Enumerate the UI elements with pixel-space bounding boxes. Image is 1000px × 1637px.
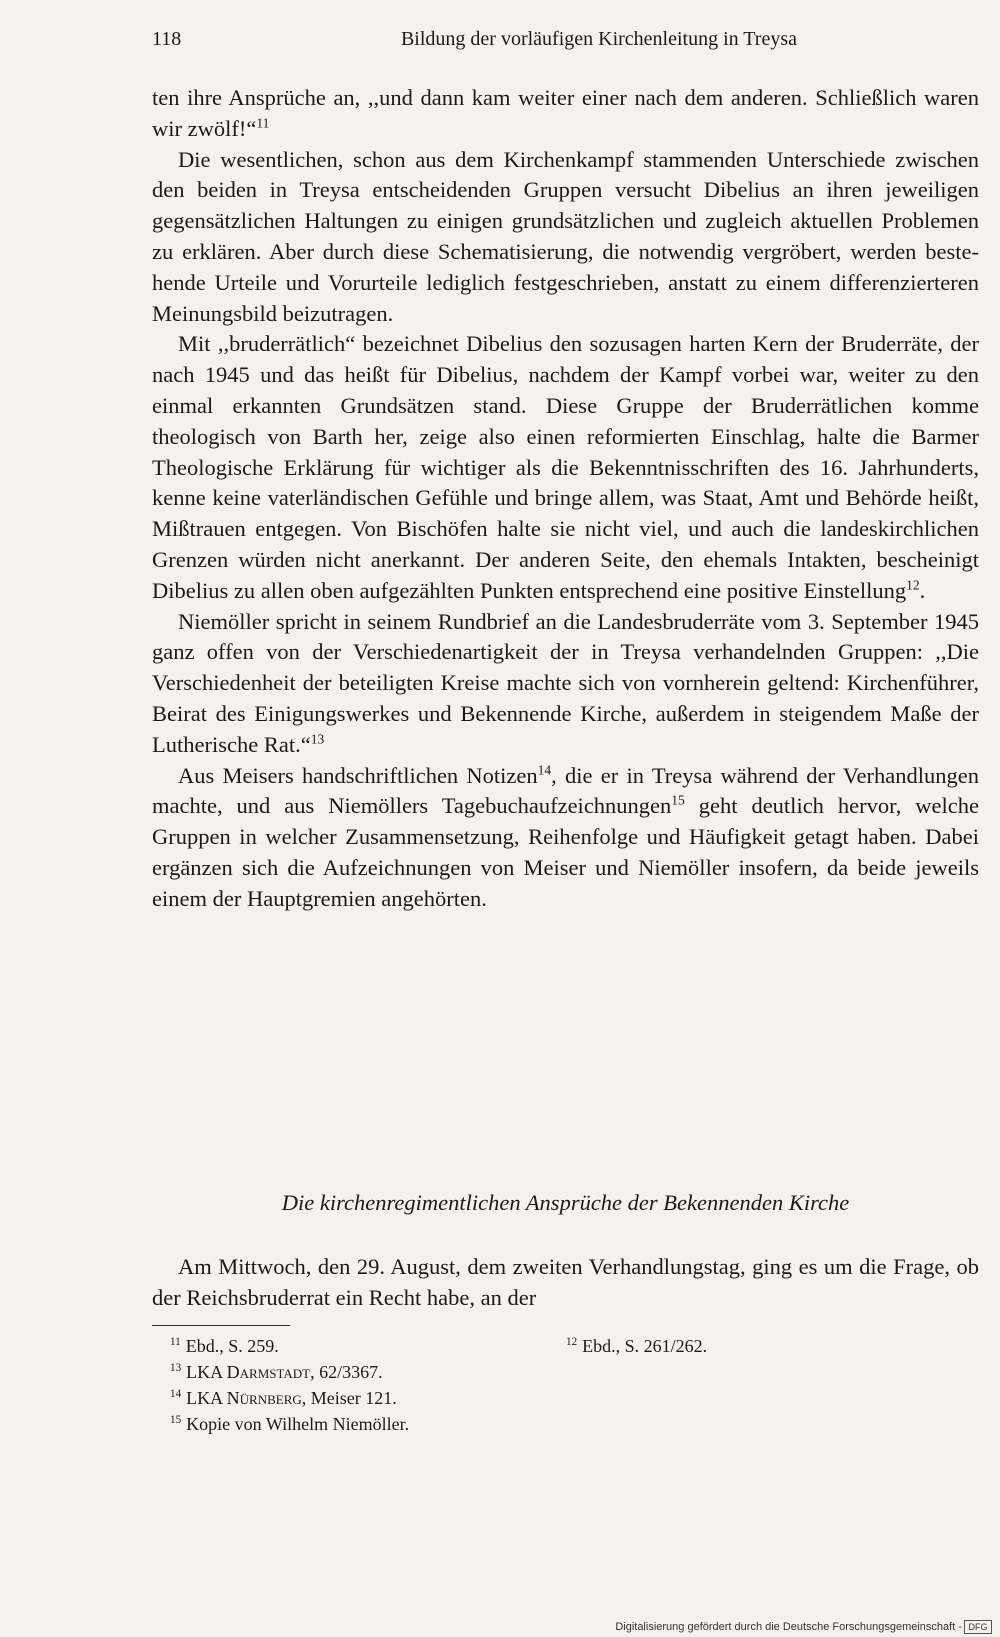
section-text <box>152 1252 979 1314</box>
page-number: 118 <box>152 28 182 50</box>
footnote-ref-14[interactable]: 14 <box>537 762 552 778</box>
section-paragraph-1: Am Mittwoch, den 29. August, dem zweiten Verhandlungstag, ging es um die Frage, ob der Reichsbruderrat ein Recht habe, an der <box>152 1254 979 1310</box>
footnote-ref-12[interactable]: 12 <box>906 577 920 593</box>
footnote-ref-15[interactable]: 15 <box>671 792 685 808</box>
footnote-12: $^{12}$ Ebd., S. 261/262. <box>566 1336 708 1356</box>
digitization-credit: Digitalisierung gefördert durch die Deutsche Forschungsgemeinschaft - <box>615 1621 962 1633</box>
paragraph-5: Aus Meisers handschriftlichen Notizen$^{14}$, die er in Treysa während der Verhandlungen machte, und aus Niemöllers Tagebuchaufzeichnungen$^{15}$ geht deutlich hervor, welche Gruppen in welcher Zusammensetzung, Reihenfolge und Häufigkeit getagt haben. Dabei ergänzen sich die Aufzeichnungen von Meiser und Niemöller insofern, da beide jeweils einem der Hauptgremien angehörten. <box>152 762 979 911</box>
footnote-14: $^{14}$ LKA Nürnberg, Meiser 121. <box>170 1388 397 1408</box>
paragraph-3: Mit ,,bruderrätlich“ bezeichnet Dibelius den sozusagen harten Kern der Bruderräte, der nach 1945 und das heißt für Dibelius, nachdem der Kampf vorbei war, weiter zu den einmal erkannten Grundsätzen stand. Diese Gruppe der Bruderrätlichen komme theologisch von Barth her, zeige also einen reformierten Einschlag, halte die Barmer Theologische Erklärung für wichtiger als die Bekenntnisschriften des 16. Jahrhunderts, kenne keine vaterländischen Gefühle und bringe allem, was Staat, Amt und Behörde heißt, Mißtrauen entgegen. Von Bischöfen halte sie nicht viel, und auch die landeskirchlichen Grenzen würden nicht anerkannt. Der anderen Seite, den ehemals Intakten, bescheinigt Dibelius zu allen oben aufgezählten Punkten entsprechend eine positive Einstellung$^{12}$. <box>152 331 979 603</box>
footnote-row-11-12 <box>170 1333 810 1359</box>
footnote-13: $^{13}$ LKA Darmstadt, 62/3367. <box>170 1362 383 1382</box>
page-header <box>152 28 797 60</box>
footnotes <box>170 1333 810 1437</box>
dfg-logo: DFG <box>964 1620 992 1634</box>
body-text <box>152 83 979 915</box>
footnote-ref-13[interactable]: 13 <box>310 731 325 747</box>
footnote-11: $^{11}$ Ebd., S. 259. <box>170 1336 279 1356</box>
paragraph-4: Niemöller spricht in seinem Rundbrief an die Landesbruderräte vom 3. September 1945 ganz offen von der Verschiedenartigkeit der in Treysa verhandelnden Gruppen: ,,Die Verschiedenheit der beteiligten Kreise machte sich von vornherein geltend: Kirchenführer, Beirat des Einigungswerkes und Bekennende Kirche, außerdem in steigendem Maße der Lutherische Rat.“$^{13}$ <box>152 608 979 757</box>
footnote-ref-11[interactable]: 11 <box>256 115 270 131</box>
paragraph-2: Die wesentlichen, schon aus dem Kirchenkampf stammenden Unterschiede zwischen den beiden in Treysa entscheidenden Gruppen versucht Dibelius an ihren jeweiligen gegensätzlichen Haltungen zu einigen grundsätzlichen und zugleich aktuellen Problemen zu erklären. Aber durch diese Schematisierung, die notwendig vergröbert, werden bestehende Urteile und Vorurteile lediglich festgeschrieben, anstatt zu einem differenzierteren Meinungsbild beizutragen. <box>152 146 979 326</box>
section-heading: Die kirchenregimentlichen Ansprüche der Bekennenden Kirche <box>281 1190 850 1215</box>
running-head: Bildung der vorläufigen Kirchenleitung in Treysa <box>400 28 797 50</box>
paragraph-1: ten ihre Ansprüche an, ,,und dann kam weiter einer nach dem anderen. Schließlich waren wir zwölf!“$^{11}$ <box>152 85 979 141</box>
footnote-rule <box>152 1325 290 1326</box>
footnote-15: $^{15}$ Kopie von Wilhelm Niemöller. <box>170 1414 410 1434</box>
